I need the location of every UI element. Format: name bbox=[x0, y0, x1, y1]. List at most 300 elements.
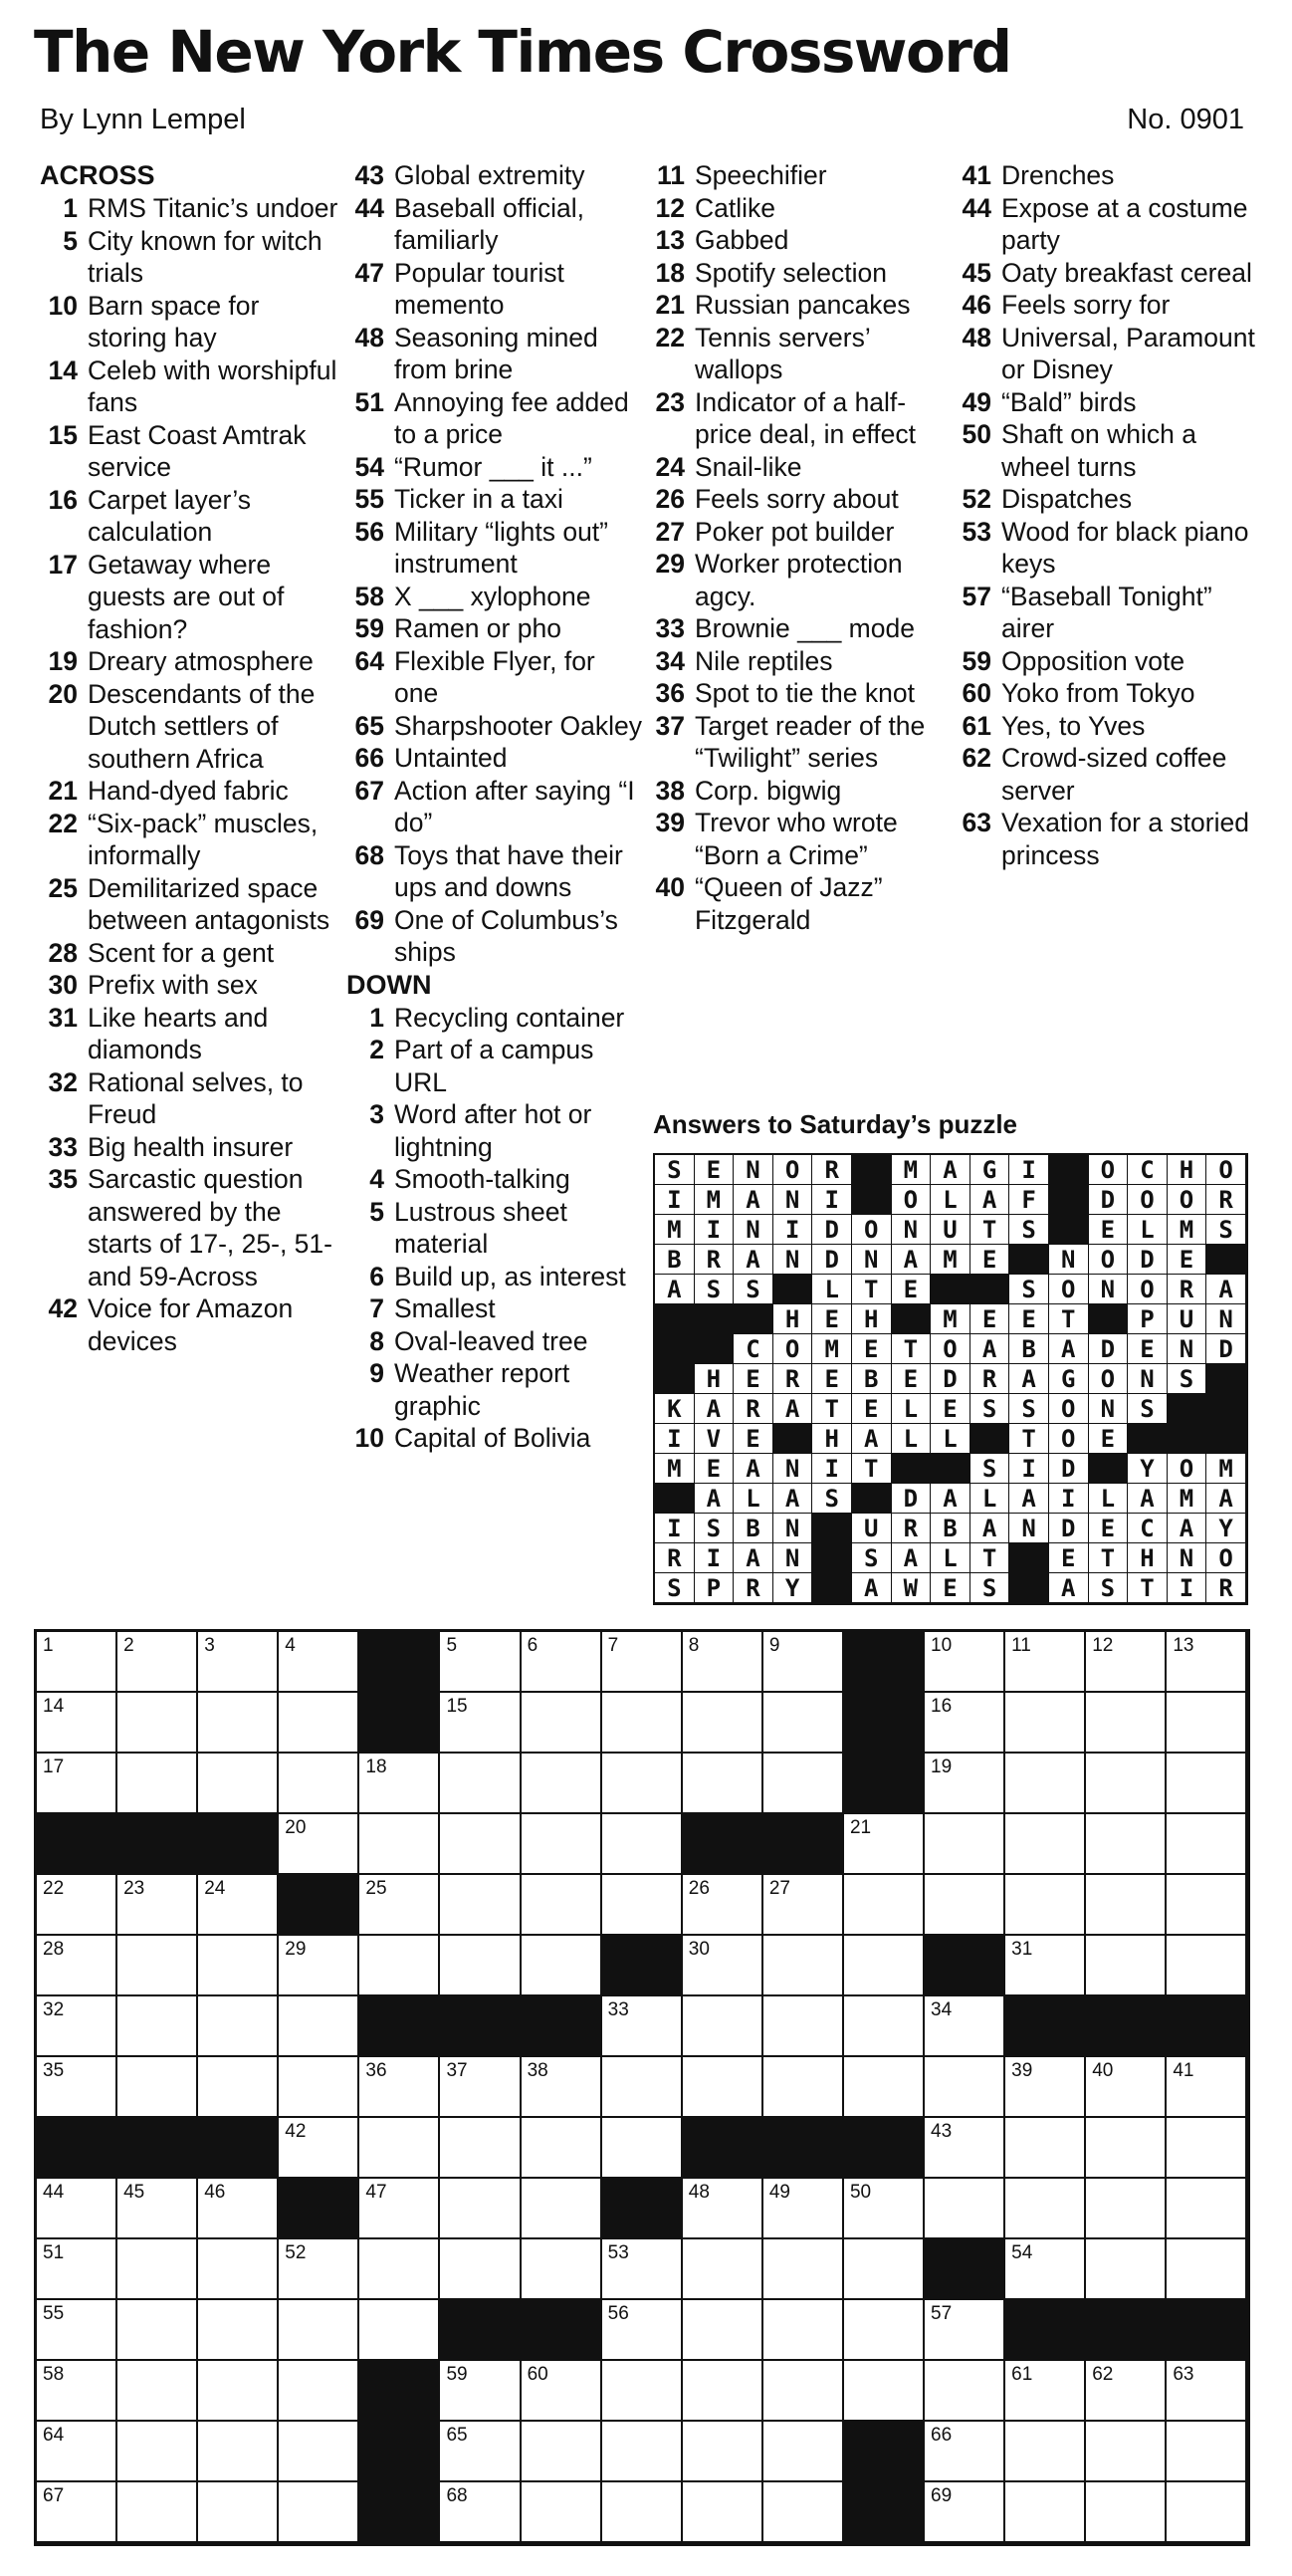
grid-cell[interactable] bbox=[37, 1632, 117, 1693]
grid-cell[interactable] bbox=[359, 1754, 440, 1814]
grid-cell[interactable] bbox=[522, 1936, 602, 1996]
grid-cell[interactable] bbox=[37, 2057, 117, 2118]
answer-letter: N bbox=[1128, 1364, 1168, 1394]
grid-cell[interactable] bbox=[925, 1754, 1005, 1814]
grid-cell[interactable] bbox=[198, 2239, 279, 2300]
answer-letter: S bbox=[1128, 1394, 1168, 1424]
grid-cell[interactable] bbox=[1005, 2118, 1086, 2179]
grid-cell[interactable] bbox=[925, 1632, 1005, 1693]
answer-letter: N bbox=[1168, 1334, 1207, 1364]
answer-letter: M bbox=[1168, 1484, 1207, 1514]
clue-number: 9 bbox=[369, 1358, 384, 1388]
grid-cell[interactable] bbox=[844, 2057, 925, 2118]
grid-cell[interactable] bbox=[279, 1996, 359, 2057]
grid-cell[interactable] bbox=[279, 2300, 359, 2361]
grid-cell[interactable] bbox=[763, 2057, 844, 2118]
answer-letter: E bbox=[852, 1394, 892, 1424]
answer-letter: I bbox=[695, 1215, 735, 1245]
grid-cell[interactable] bbox=[925, 2361, 1005, 2422]
grid-cell[interactable] bbox=[359, 2300, 440, 2361]
answer-black-square bbox=[931, 1454, 970, 1484]
grid-cell[interactable] bbox=[198, 1996, 279, 2057]
grid-cell[interactable] bbox=[1005, 1754, 1086, 1814]
grid-cell[interactable] bbox=[763, 2179, 844, 2239]
clue-number: 21 bbox=[655, 290, 685, 320]
grid-cell[interactable] bbox=[1005, 1632, 1086, 1693]
black-square bbox=[198, 2118, 279, 2179]
grid-cell[interactable] bbox=[359, 1936, 440, 1996]
clue-number: 25 bbox=[48, 872, 78, 903]
grid-cell[interactable] bbox=[1005, 2482, 1086, 2543]
grid-cell[interactable] bbox=[117, 1996, 198, 2057]
grid-cell[interactable] bbox=[1005, 1693, 1086, 1754]
grid-cell[interactable] bbox=[925, 2057, 1005, 2118]
grid-cell[interactable] bbox=[683, 1693, 763, 1754]
answer-letter: S bbox=[970, 1573, 1010, 1603]
down-clue bbox=[651, 257, 950, 290]
clue-text: Weather report graphic bbox=[394, 1358, 570, 1421]
answer-letter: L bbox=[734, 1484, 773, 1514]
answer-letter: N bbox=[734, 1215, 773, 1245]
answer-black-square bbox=[1089, 1454, 1129, 1484]
grid-cell[interactable] bbox=[37, 1693, 117, 1754]
grid-cell[interactable] bbox=[440, 1814, 521, 1875]
grid-cell[interactable] bbox=[1086, 2361, 1167, 2422]
cell-number: 54 bbox=[1011, 2242, 1033, 2263]
clue-text: Carpet layer’s calculation bbox=[88, 484, 251, 547]
grid-cell[interactable] bbox=[925, 1875, 1005, 1936]
grid-cell[interactable] bbox=[1167, 2118, 1247, 2179]
grid-cell[interactable] bbox=[763, 1936, 844, 1996]
down-clue bbox=[958, 581, 1256, 645]
answer-letter: E bbox=[812, 1364, 852, 1394]
grid-cell[interactable] bbox=[925, 2482, 1005, 2543]
grid-cell[interactable] bbox=[763, 1996, 844, 2057]
grid-cell[interactable] bbox=[1086, 2118, 1167, 2179]
grid-cell[interactable] bbox=[279, 1936, 359, 1996]
grid-cell[interactable] bbox=[1005, 2361, 1086, 2422]
grid-cell[interactable] bbox=[198, 1693, 279, 1754]
answer-letter: R bbox=[812, 1155, 852, 1185]
grid-cell[interactable] bbox=[1086, 2482, 1167, 2543]
clue-number: 40 bbox=[655, 872, 685, 902]
cell-number: 36 bbox=[365, 2060, 387, 2081]
grid-cell[interactable] bbox=[1167, 1754, 1247, 1814]
grid-cell[interactable] bbox=[844, 2361, 925, 2422]
down-clue bbox=[958, 322, 1256, 386]
black-square bbox=[198, 1814, 279, 1875]
grid-cell[interactable] bbox=[602, 2057, 683, 2118]
answer-letter: E bbox=[1089, 1514, 1129, 1543]
grid-cell[interactable] bbox=[522, 2361, 602, 2422]
clue-number: 62 bbox=[962, 743, 991, 773]
grid-cell[interactable] bbox=[198, 1936, 279, 1996]
grid-cell[interactable] bbox=[1005, 2057, 1086, 2118]
answer-letter: T bbox=[852, 1454, 892, 1484]
grid-cell[interactable] bbox=[522, 2239, 602, 2300]
grid-cell[interactable] bbox=[440, 2361, 521, 2422]
grid-cell[interactable] bbox=[763, 2300, 844, 2361]
grid-cell[interactable] bbox=[844, 2179, 925, 2239]
grid-cell[interactable] bbox=[844, 1996, 925, 2057]
answer-letter: A bbox=[1168, 1514, 1207, 1543]
grid-cell[interactable] bbox=[683, 2361, 763, 2422]
grid-cell[interactable] bbox=[1086, 2422, 1167, 2482]
cell-number: 39 bbox=[1011, 2060, 1033, 2081]
answer-letter: D bbox=[1206, 1334, 1246, 1364]
clue-text: “Rumor ___ it ...” bbox=[394, 451, 592, 482]
clue-text: Build up, as interest bbox=[394, 1261, 626, 1291]
grid-cell[interactable] bbox=[602, 2118, 683, 2179]
grid-cell[interactable] bbox=[117, 2057, 198, 2118]
answer-letter: N bbox=[1206, 1304, 1246, 1334]
down-clue bbox=[651, 192, 950, 225]
clue-number: 28 bbox=[48, 937, 78, 968]
grid-cell[interactable] bbox=[763, 1875, 844, 1936]
grid-cell[interactable] bbox=[440, 2239, 521, 2300]
grid-cell[interactable] bbox=[602, 2239, 683, 2300]
down-clue bbox=[958, 710, 1256, 743]
grid-cell[interactable] bbox=[37, 1754, 117, 1814]
grid-cell[interactable] bbox=[763, 1693, 844, 1754]
grid-cell[interactable] bbox=[440, 2482, 521, 2543]
grid-cell[interactable] bbox=[1086, 1632, 1167, 1693]
answer-letter: R bbox=[655, 1543, 695, 1573]
grid-cell[interactable] bbox=[440, 1693, 521, 1754]
grid-cell[interactable] bbox=[522, 2422, 602, 2482]
grid-cell[interactable] bbox=[1005, 2239, 1086, 2300]
clue-text: Untainted bbox=[394, 743, 508, 773]
cell-number: 64 bbox=[43, 2425, 65, 2446]
grid-cell[interactable] bbox=[683, 2179, 763, 2239]
grid-cell[interactable] bbox=[198, 2057, 279, 2118]
black-square bbox=[279, 2179, 359, 2239]
grid-cell[interactable] bbox=[844, 2239, 925, 2300]
grid-cell[interactable] bbox=[602, 1693, 683, 1754]
answer-letter: A bbox=[892, 1245, 932, 1275]
grid-cell[interactable] bbox=[1167, 1632, 1247, 1693]
grid-cell[interactable] bbox=[37, 2361, 117, 2422]
grid-cell[interactable] bbox=[37, 2179, 117, 2239]
answer-letter: A bbox=[734, 1245, 773, 1275]
grid-cell[interactable] bbox=[925, 1814, 1005, 1875]
answer-black-square bbox=[812, 1514, 852, 1543]
down-clue bbox=[651, 386, 950, 451]
answer-letter: N bbox=[773, 1245, 813, 1275]
answer-letter: E bbox=[892, 1364, 932, 1394]
grid-cell[interactable] bbox=[1167, 1936, 1247, 1996]
grid-cell[interactable] bbox=[279, 2239, 359, 2300]
grid-cell[interactable] bbox=[117, 1875, 198, 1936]
grid-cell[interactable] bbox=[683, 2300, 763, 2361]
grid-cell[interactable] bbox=[117, 1693, 198, 1754]
grid-cell[interactable] bbox=[1086, 1693, 1167, 1754]
clue-text: Yoko from Tokyo bbox=[1001, 678, 1195, 708]
grid-cell[interactable] bbox=[117, 1936, 198, 1996]
grid-cell[interactable] bbox=[198, 1754, 279, 1814]
answer-letter: R bbox=[1206, 1573, 1246, 1603]
across-clue bbox=[346, 483, 645, 516]
grid-cell[interactable] bbox=[925, 2179, 1005, 2239]
grid-cell[interactable] bbox=[763, 2482, 844, 2543]
grid-cell[interactable] bbox=[1086, 1814, 1167, 1875]
grid-cell[interactable] bbox=[522, 1632, 602, 1693]
grid-cell[interactable] bbox=[522, 1754, 602, 1814]
grid-cell[interactable] bbox=[763, 2422, 844, 2482]
grid-cell[interactable] bbox=[844, 1936, 925, 1996]
grid-cell[interactable] bbox=[763, 2361, 844, 2422]
black-square bbox=[359, 1632, 440, 1693]
cell-number: 13 bbox=[1173, 1635, 1194, 1656]
clue-text: Dreary atmosphere bbox=[88, 646, 314, 676]
grid-cell[interactable] bbox=[440, 2057, 521, 2118]
grid-cell[interactable] bbox=[1086, 2179, 1167, 2239]
clue-number: 48 bbox=[962, 322, 991, 352]
grid-cell[interactable] bbox=[117, 1754, 198, 1814]
answer-letter: B bbox=[931, 1514, 970, 1543]
cell-number: 55 bbox=[43, 2303, 65, 2324]
answer-letter: A bbox=[852, 1573, 892, 1603]
cell-number: 67 bbox=[43, 2485, 65, 2506]
grid-cell[interactable] bbox=[522, 2118, 602, 2179]
grid-cell[interactable] bbox=[844, 2300, 925, 2361]
clue-number: 24 bbox=[655, 451, 685, 482]
cell-number: 30 bbox=[688, 1939, 710, 1960]
grid-cell[interactable] bbox=[683, 2422, 763, 2482]
grid-cell[interactable] bbox=[279, 1632, 359, 1693]
grid-cell[interactable] bbox=[1086, 1754, 1167, 1814]
grid-cell[interactable] bbox=[1005, 2422, 1086, 2482]
grid-cell[interactable] bbox=[1005, 1936, 1086, 1996]
grid-cell[interactable] bbox=[117, 2179, 198, 2239]
answer-letter: Y bbox=[1128, 1454, 1168, 1484]
answer-letter: D bbox=[892, 1484, 932, 1514]
grid-cell[interactable] bbox=[1167, 1875, 1247, 1936]
grid-cell[interactable] bbox=[1086, 1936, 1167, 1996]
grid-cell[interactable] bbox=[683, 1996, 763, 2057]
grid-cell[interactable] bbox=[1086, 2239, 1167, 2300]
grid-cell[interactable] bbox=[602, 2422, 683, 2482]
grid-cell[interactable] bbox=[1167, 1693, 1247, 1754]
grid-cell[interactable] bbox=[198, 2179, 279, 2239]
across-clue bbox=[346, 742, 645, 775]
clue-number: 1 bbox=[369, 1002, 384, 1033]
grid-cell[interactable] bbox=[359, 1875, 440, 1936]
grid-cell[interactable] bbox=[359, 1814, 440, 1875]
black-square bbox=[359, 1693, 440, 1754]
grid-cell[interactable] bbox=[279, 1754, 359, 1814]
grid-cell[interactable] bbox=[359, 2179, 440, 2239]
clue-text: RMS Titanic’s undoer bbox=[88, 193, 338, 223]
down-clue bbox=[651, 612, 950, 645]
clue-number: 68 bbox=[354, 839, 384, 870]
grid-cell[interactable] bbox=[117, 2300, 198, 2361]
grid-cell[interactable] bbox=[844, 1875, 925, 1936]
grid-cell[interactable] bbox=[37, 2422, 117, 2482]
grid-cell[interactable] bbox=[279, 2422, 359, 2482]
grid-cell[interactable] bbox=[279, 2482, 359, 2543]
grid-cell[interactable] bbox=[359, 2057, 440, 2118]
answer-letter: M bbox=[1206, 1454, 1246, 1484]
grid-cell[interactable] bbox=[440, 1875, 521, 1936]
grid-cell[interactable] bbox=[602, 1814, 683, 1875]
grid-cell[interactable] bbox=[279, 2361, 359, 2422]
grid-cell[interactable] bbox=[925, 1996, 1005, 2057]
grid-cell[interactable] bbox=[117, 2361, 198, 2422]
clue-number: 41 bbox=[962, 160, 991, 190]
grid-cell[interactable] bbox=[683, 1875, 763, 1936]
clue-text: Part of a campus URL bbox=[394, 1035, 594, 1097]
answer-letter: T bbox=[970, 1543, 1010, 1573]
grid-cell[interactable] bbox=[117, 2239, 198, 2300]
grid-cell[interactable] bbox=[1086, 1875, 1167, 1936]
grid-cell[interactable] bbox=[440, 2179, 521, 2239]
grid-cell[interactable] bbox=[198, 1632, 279, 1693]
grid-cell[interactable] bbox=[440, 2118, 521, 2179]
clue-text: Shaft on which a wheel turns bbox=[1001, 419, 1196, 482]
cell-number: 32 bbox=[43, 1999, 65, 2020]
grid-cell[interactable] bbox=[683, 2239, 763, 2300]
answer-black-square bbox=[655, 1334, 695, 1364]
cell-number: 4 bbox=[285, 1635, 296, 1656]
across-clue bbox=[40, 1066, 338, 1131]
grid-cell[interactable] bbox=[37, 2239, 117, 2300]
grid-cell[interactable] bbox=[1167, 1814, 1247, 1875]
grid-cell[interactable] bbox=[279, 1814, 359, 1875]
grid-cell[interactable] bbox=[1167, 2482, 1247, 2543]
grid-cell[interactable] bbox=[683, 1632, 763, 1693]
grid-cell[interactable] bbox=[925, 1693, 1005, 1754]
grid-cell[interactable] bbox=[763, 1754, 844, 1814]
grid-cell[interactable] bbox=[37, 1936, 117, 1996]
grid-cell[interactable] bbox=[1086, 2057, 1167, 2118]
grid-cell[interactable] bbox=[683, 2057, 763, 2118]
down-clue bbox=[958, 742, 1256, 807]
grid-cell[interactable] bbox=[602, 1875, 683, 1936]
grid-cell[interactable] bbox=[117, 1632, 198, 1693]
grid-cell[interactable] bbox=[198, 2300, 279, 2361]
grid-cell[interactable] bbox=[683, 1936, 763, 1996]
grid-cell[interactable] bbox=[1005, 1875, 1086, 1936]
grid-cell[interactable] bbox=[602, 2361, 683, 2422]
grid-cell[interactable] bbox=[602, 1996, 683, 2057]
answer-letter: M bbox=[812, 1334, 852, 1364]
grid-cell[interactable] bbox=[440, 1936, 521, 1996]
grid-cell[interactable] bbox=[602, 2300, 683, 2361]
answer-black-square bbox=[1168, 1394, 1207, 1424]
grid-cell[interactable] bbox=[1005, 2179, 1086, 2239]
across-clue bbox=[40, 1131, 338, 1164]
clue-number: 44 bbox=[354, 192, 384, 223]
grid-cell[interactable] bbox=[117, 2482, 198, 2543]
grid-cell[interactable] bbox=[279, 2118, 359, 2179]
grid-cell[interactable] bbox=[37, 1996, 117, 2057]
grid-cell[interactable] bbox=[683, 2482, 763, 2543]
grid-cell[interactable] bbox=[117, 2422, 198, 2482]
grid-cell[interactable] bbox=[359, 2239, 440, 2300]
grid-cell[interactable] bbox=[440, 1632, 521, 1693]
grid-cell[interactable] bbox=[522, 1875, 602, 1936]
black-square bbox=[522, 2300, 602, 2361]
grid-cell[interactable] bbox=[37, 1875, 117, 1936]
grid-cell[interactable] bbox=[1167, 2239, 1247, 2300]
grid-cell[interactable] bbox=[522, 1693, 602, 1754]
grid-cell[interactable] bbox=[522, 2179, 602, 2239]
grid-cell[interactable] bbox=[522, 1814, 602, 1875]
answer-letter: A bbox=[695, 1394, 735, 1424]
grid-cell[interactable] bbox=[602, 1754, 683, 1814]
grid-cell[interactable] bbox=[279, 1693, 359, 1754]
grid-cell[interactable] bbox=[440, 2422, 521, 2482]
answer-letter: I bbox=[1168, 1573, 1207, 1603]
cell-number: 25 bbox=[365, 1878, 387, 1899]
cell-number: 6 bbox=[527, 1635, 538, 1656]
grid-cell[interactable] bbox=[1005, 1814, 1086, 1875]
grid-cell[interactable] bbox=[1167, 2361, 1247, 2422]
clue-text: Lustrous sheet material bbox=[394, 1196, 567, 1259]
grid-cell[interactable] bbox=[1167, 2057, 1247, 2118]
grid-cell[interactable] bbox=[440, 1754, 521, 1814]
cell-number: 56 bbox=[607, 2303, 629, 2324]
puzzle-number: No. 0901 bbox=[1127, 104, 1244, 135]
answer-letter: T bbox=[812, 1394, 852, 1424]
grid-cell[interactable] bbox=[844, 1814, 925, 1875]
cell-number: 1 bbox=[43, 1635, 54, 1656]
grid-cell[interactable] bbox=[198, 2482, 279, 2543]
grid-cell[interactable] bbox=[1167, 2179, 1247, 2239]
clue-number: 61 bbox=[962, 710, 991, 741]
answer-letter: A bbox=[931, 1484, 970, 1514]
clue-column-3 bbox=[651, 159, 950, 936]
grid-cell[interactable] bbox=[602, 1632, 683, 1693]
grid-cell[interactable] bbox=[925, 2422, 1005, 2482]
down-clue bbox=[346, 1422, 645, 1455]
grid-cell[interactable] bbox=[37, 2300, 117, 2361]
answer-letter: A bbox=[1206, 1484, 1246, 1514]
clue-number: 65 bbox=[354, 710, 384, 741]
grid-cell[interactable] bbox=[602, 2482, 683, 2543]
answer-letter: O bbox=[1049, 1394, 1089, 1424]
grid-cell[interactable] bbox=[522, 2482, 602, 2543]
grid-cell[interactable] bbox=[198, 2361, 279, 2422]
answer-letter: O bbox=[1049, 1424, 1089, 1454]
grid-cell[interactable] bbox=[925, 2300, 1005, 2361]
grid-cell[interactable] bbox=[1167, 2422, 1247, 2482]
grid-cell[interactable] bbox=[198, 1875, 279, 1936]
clue-number: 30 bbox=[48, 970, 78, 1000]
cell-number: 10 bbox=[931, 1635, 953, 1656]
cell-number: 47 bbox=[365, 2182, 387, 2203]
grid-cell[interactable] bbox=[763, 2239, 844, 2300]
grid-cell[interactable] bbox=[522, 2057, 602, 2118]
clue-number: 66 bbox=[354, 743, 384, 773]
grid-cell[interactable] bbox=[359, 2118, 440, 2179]
answer-letter: M bbox=[655, 1454, 695, 1484]
grid-cell[interactable] bbox=[198, 2422, 279, 2482]
cell-number: 19 bbox=[931, 1756, 953, 1777]
grid-cell[interactable] bbox=[37, 2482, 117, 2543]
clue-text: Drenches bbox=[1001, 160, 1115, 190]
grid-cell[interactable] bbox=[279, 2057, 359, 2118]
answer-letter: N bbox=[773, 1514, 813, 1543]
grid-cell[interactable] bbox=[925, 2118, 1005, 2179]
grid-cell[interactable] bbox=[683, 1754, 763, 1814]
answer-black-square bbox=[773, 1424, 813, 1454]
answer-letter: L bbox=[931, 1543, 970, 1573]
clue-text: Spotify selection bbox=[695, 257, 887, 288]
grid-cell[interactable] bbox=[763, 1632, 844, 1693]
black-square bbox=[1086, 1996, 1167, 2057]
